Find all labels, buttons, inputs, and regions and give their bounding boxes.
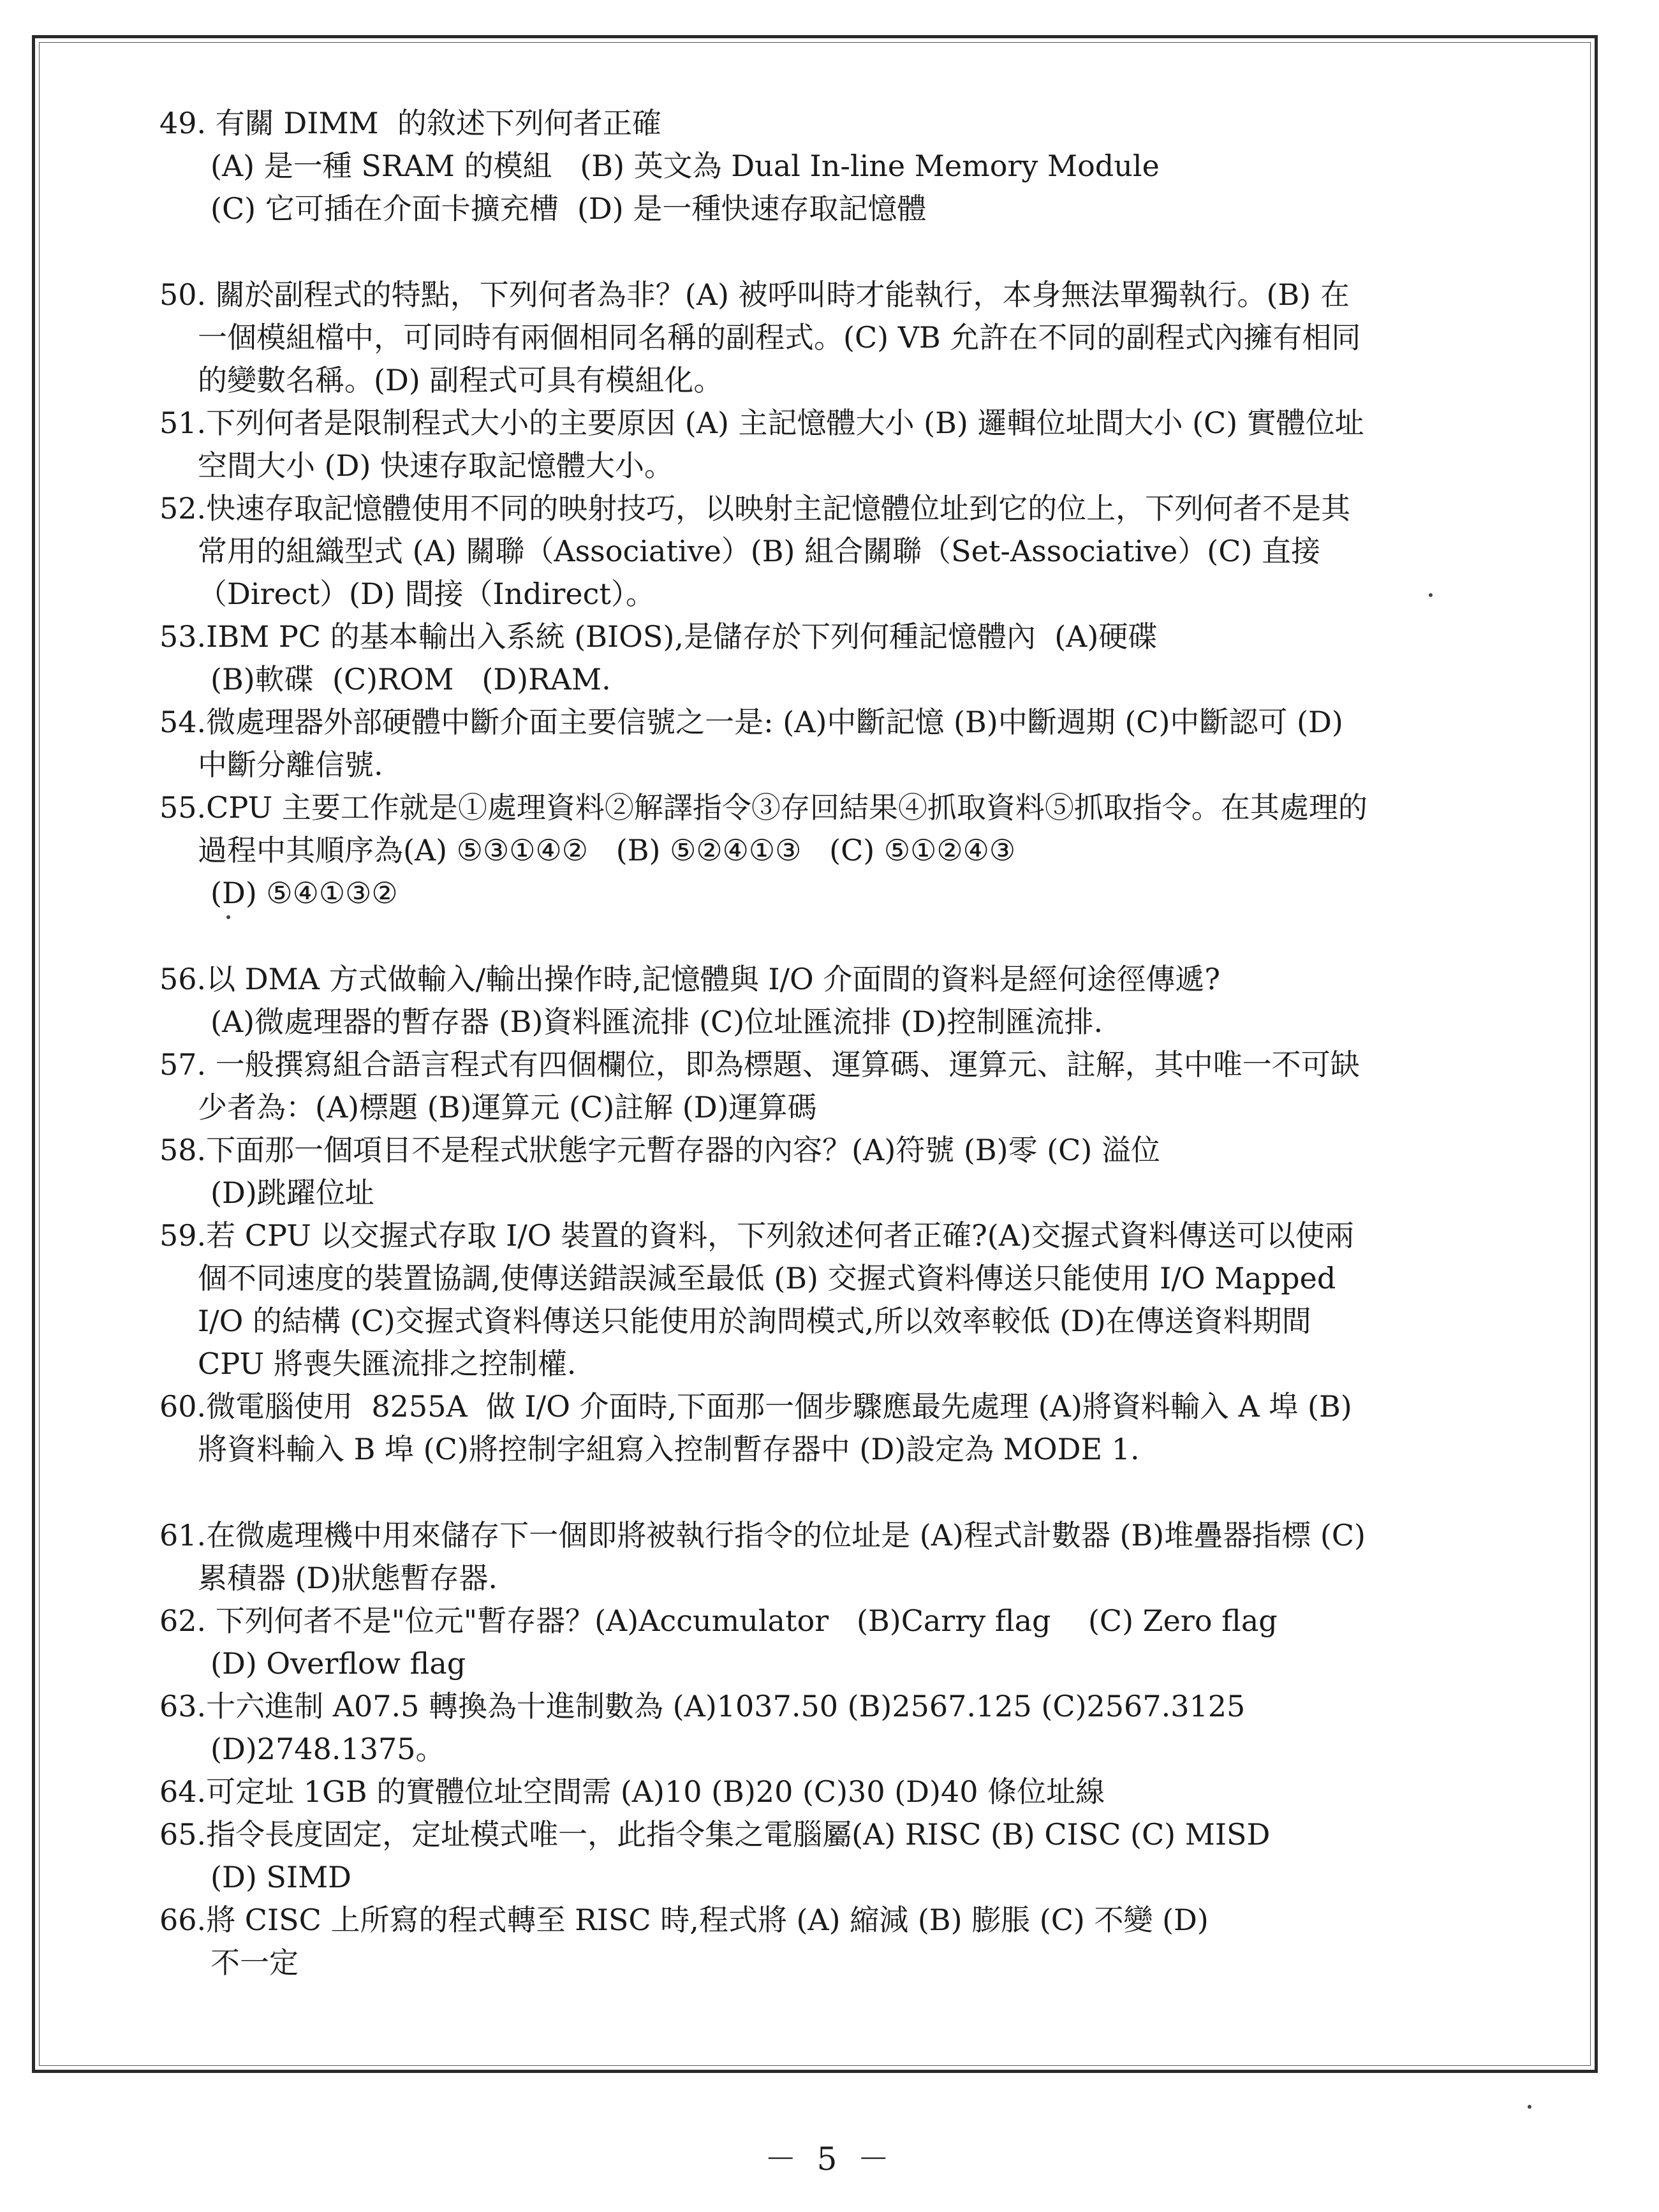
question-item — [159, 1813, 1371, 1899]
question-stem: 61.在微處理機中用來儲存下一個即將被執行指令的位址是 (A)程式計數器 (B)堆疊器指標 (C)累積器 (D)狀態暫存器. — [159, 1518, 1366, 1595]
question-options-line: (A)微處理器的暫存器 (B)資料匯流排 (C)位址匯流排 (D)控制匯流排. — [210, 1005, 1103, 1039]
question-stem: 55.CPU 主要工作就是①處理資料②解譯指令③存回結果④抓取資料⑤抓取指令。在其處理的過程中其順序為(A) ⑤③①④② (B) ⑤②④①③ (C) ⑤①②④③ — [159, 790, 1368, 867]
question-stem: 59.若 CPU 以交握式存取 I/O 裝置的資料，下列敘述何者正確?(A)交握式資料傳送可以使兩個不同速度的裝置協調,使傳送錯誤減至最低 (B) 交握式資料傳送只能使用 I/O Mapped I/O 的結構 (C)交握式資料傳送只能使用於詢問模式,所以效率較低 (D)在傳送資料期間 CPU 將喪失匯流排之控制權. — [159, 1218, 1354, 1381]
question-list — [159, 102, 1371, 1984]
question-item — [159, 1899, 1371, 1984]
question-options-line: (D) SIMD — [210, 1860, 352, 1894]
question-options-line: (A) 是一種 SRAM 的模組 (B) 英文為 Dual In-line Memory Module — [210, 149, 1160, 183]
question-item — [159, 487, 1371, 616]
question-item — [159, 1685, 1371, 1771]
question-options-line: (B)軟碟 (C)ROM (D)RAM. — [210, 662, 611, 697]
question-stem: 56.以 DMA 方式做輸入/輸出操作時,記憶體與 I/O 介面間的資料是經何途徑傳遞? — [159, 962, 1221, 996]
question-stem: 58.下面那一個項目不是程式狀態字元暫存器的內容？(A)符號 (B)零 (C) 溢位 — [159, 1133, 1160, 1167]
question-options-line: (D) ⑤④①③② — [210, 876, 398, 910]
question-item — [159, 274, 1371, 402]
question-stem: 53.IBM PC 的基本輸出入系統 (BIOS),是儲存於下列何種記憶體內 (A)硬碟 — [159, 619, 1158, 654]
question-item — [159, 1214, 1371, 1385]
question-stem: 60.微電腦使用 8255A 做 I/O 介面時,下面那一個步驟應最先處理 (A)將資料輸入 A 埠 (B) 將資料輸入 B 埠 (C)將控制字組寫入控制暫存器中 (D)設定為 MODE 1. — [159, 1389, 1362, 1466]
question-item — [159, 1385, 1371, 1471]
question-stem: 63.十六進制 A07.5 轉換為十進制數為 (A)1037.50 (B)2567.125 (C)2567.3125 — [159, 1689, 1246, 1723]
scan-speck — [1528, 2105, 1531, 2109]
question-options-line: (D) Overflow flag — [210, 1646, 466, 1681]
question-item — [159, 786, 1371, 915]
question-item — [159, 701, 1371, 786]
question-options-line: (D)2748.1375。 — [210, 1732, 445, 1766]
section-gap — [159, 1471, 1371, 1514]
question-stem: 57. 一般撰寫組合語言程式有四個欄位，即為標題、運算碼、運算元、註解，其中唯一不可缺少者為：(A)標題 (B)運算元 (C)註解 (D)運算碼 — [159, 1047, 1360, 1124]
question-stem: 52.快速存取記憶體使用不同的映射技巧，以映射主記憶體位址到它的位上，下列何者不是其常用的組織型式 (A) 關聯（Associative）(B) 組合關聯（Set-Associative）(C) 直接（Direct）(D) 間接（Indirect）。 — [159, 491, 1351, 611]
question-item — [159, 1771, 1371, 1813]
question-stem: 49. 有關 DIMM 的敘述下列何者正確 — [159, 106, 661, 140]
question-stem: 65.指令長度固定，定址模式唯一，此指令集之電腦屬(A) RISC (B) CISC (C) MISD — [159, 1817, 1271, 1852]
question-options-line: 不一定 — [210, 1945, 299, 1980]
question-item — [159, 958, 1371, 1043]
question-options-line: (D)跳躍位址 — [210, 1176, 374, 1210]
scan-speck — [226, 915, 230, 919]
question-item — [159, 402, 1371, 487]
question-stem: 64.可定址 1GB 的實體位址空間需 (A)10 (B)20 (C)30 (D)40 條位址線 — [159, 1774, 1105, 1809]
question-item — [159, 102, 1371, 230]
question-stem: 66.將 CISC 上所寫的程式轉至 RISC 時,程式將 (A) 縮減 (B) 膨脹 (C) 不變 (D) — [159, 1903, 1209, 1937]
page-number: － 5 － — [764, 2141, 895, 2178]
question-item — [159, 1043, 1371, 1129]
question-options-line: (C) 它可插在介面卡擴充槽 (D) 是一種快速存取記憶體 — [210, 191, 927, 226]
question-stem: 62. 下列何者不是"位元"暫存器？(A)Accumulator (B)Carry flag (C) Zero flag — [159, 1604, 1278, 1638]
question-stem: 54.微處理器外部硬體中斷介面主要信號之一是: (A)中斷記憶 (B)中斷週期 (C)中斷認可 (D)中斷分離信號. — [159, 705, 1343, 782]
question-stem: 51.下列何者是限制程式大小的主要原因 (A) 主記憶體大小 (B) 邏輯位址間大小 (C) 實體位址空間大小 (D) 快速存取記憶體大小。 — [159, 406, 1364, 483]
question-item — [159, 616, 1371, 701]
question-item — [159, 1600, 1371, 1685]
section-gap — [159, 915, 1371, 958]
scan-speck — [1429, 593, 1433, 597]
section-gap — [159, 230, 1371, 274]
question-item — [159, 1514, 1371, 1600]
question-stem: 50. 關於副程式的特點，下列何者為非？(A) 被呼叫時才能執行，本身無法單獨執行。(B) 在一個模組檔中，可同時有兩個相同名稱的副程式。(C) VB 允許在不同的副程式內擁有相同的變數名稱。(D) 副程式可具有模組化。 — [159, 277, 1361, 397]
question-item — [159, 1129, 1371, 1214]
